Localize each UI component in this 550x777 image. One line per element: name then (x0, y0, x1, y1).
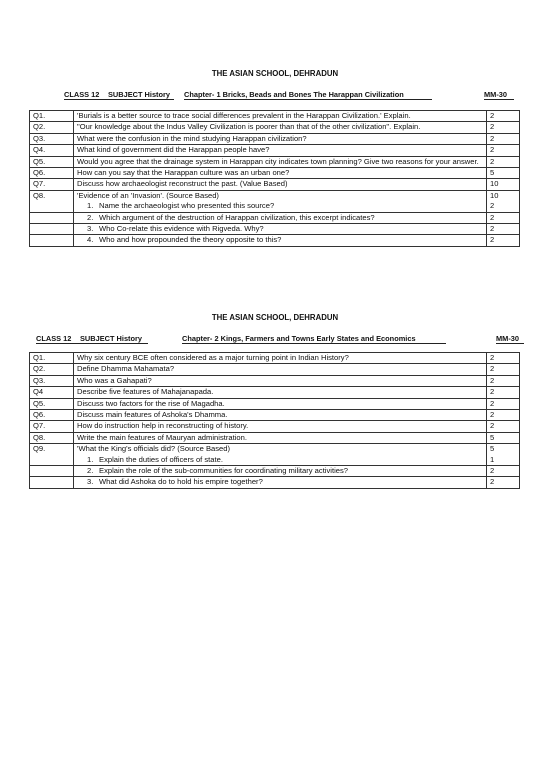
table-cell: 2 (487, 235, 520, 246)
sub-question-row (30, 212, 520, 223)
class-label: CLASS 12 (36, 334, 72, 343)
table-cell: Discuss how archaeologist reconstruct the past. (Value Based) (74, 179, 487, 190)
sub-question-text (77, 224, 483, 234)
table-cell: Q3. (30, 375, 74, 386)
table-cell: Write the main features of Mauryan administration. (74, 432, 487, 443)
table-cell: 1 (487, 455, 520, 466)
table-cell: Q6. (30, 168, 74, 179)
table-cell: Discuss two factors for the rise of Magadha. (74, 398, 487, 409)
table-cell (30, 477, 74, 488)
table-row (30, 444, 520, 455)
sub-question-number: 1. (87, 454, 94, 464)
table-cell (74, 201, 487, 212)
table-row (30, 168, 520, 179)
class-label: CLASS 12 (64, 90, 100, 99)
sub-question-text (77, 235, 483, 245)
table-cell: 5 (487, 168, 520, 179)
table-row (30, 353, 520, 364)
table-cell: 2 (487, 466, 520, 477)
table-cell (74, 235, 487, 246)
sub-question-text: Which argument of the destruction of Harappan civilization, this excerpt indicates? (99, 212, 375, 222)
table-cell: 5 (487, 432, 520, 443)
header-underline (64, 99, 174, 100)
sub-question-number: 2. (87, 466, 94, 476)
question-table (29, 352, 520, 489)
sub-question-row (30, 477, 520, 488)
table-cell: Q8. (30, 432, 74, 443)
table-cell (74, 466, 487, 477)
table-cell: 2 (487, 156, 520, 167)
table-cell: How do instruction help in reconstructing of history. (74, 421, 487, 432)
table-row (30, 122, 520, 133)
table-cell: Q2. (30, 122, 74, 133)
sub-question-row (30, 466, 520, 477)
table-row (30, 133, 520, 144)
table-cell: Q5. (30, 398, 74, 409)
sub-question-text: Who Co-relate this evidence with Rigveda. Why? (99, 224, 264, 234)
table-cell: 2 (487, 111, 520, 122)
table-cell: 10 (487, 190, 520, 201)
table-cell: Describe five features of Mahajanapada. (74, 387, 487, 398)
table-cell (30, 466, 74, 477)
sub-question-text (77, 201, 483, 211)
table-cell (74, 477, 487, 488)
table-cell (74, 455, 487, 466)
table-cell: Q2. (30, 364, 74, 375)
table-cell: What kind of government did the Harappan people have? (74, 145, 487, 156)
table-row (30, 375, 520, 386)
sub-question-text: Explain the role of the sub-communities for coordinating military activities? (99, 466, 349, 476)
school-title: THE ASIAN SCHOOL, DEHRADUN (211, 313, 339, 322)
max-marks-label: MM-30 (484, 90, 507, 99)
table-cell: 10 (487, 179, 520, 190)
table-cell: Q4 (30, 387, 74, 398)
table-cell: 2 (487, 224, 520, 235)
sub-question-text: Who and how propounded the theory opposite to this? (99, 235, 282, 245)
table-cell: "Our knowledge about the Indus Valley Civilization is poorer than that of the other civilization". Explain. (74, 122, 487, 133)
header-underline (182, 343, 446, 344)
table-cell: 2 (487, 398, 520, 409)
subject-label: SUBJECT History (80, 334, 143, 343)
sub-question-number: 3. (87, 224, 94, 234)
table-row (30, 111, 520, 122)
table-cell: 5 (487, 444, 520, 455)
table-row (30, 145, 520, 156)
table-cell: 2 (487, 477, 520, 488)
table-cell: Q1. (30, 353, 74, 364)
chapter-label: Chapter- 1 Bricks, Beads and Bones The Harappan Civilization (184, 90, 404, 99)
table-cell: 2 (487, 133, 520, 144)
sub-question-text: Name the archaeologist who presented this source? (99, 201, 275, 211)
sub-question-text: What did Ashoka do to hold his empire together? (99, 477, 263, 487)
table-row (30, 387, 520, 398)
table-cell: Q7. (30, 179, 74, 190)
table-cell: 2 (487, 375, 520, 386)
table-row (30, 410, 520, 421)
header-underline (184, 99, 432, 100)
table-row (30, 156, 520, 167)
table-cell: 2 (487, 387, 520, 398)
table-cell (30, 224, 74, 235)
sub-question-text (77, 477, 483, 487)
table-cell: Q9. (30, 444, 74, 455)
table-cell: 'Burials is a better source to trace social differences prevalent in the Harappan Civilization.' Explain. (74, 111, 487, 122)
table-cell: Q8. (30, 190, 74, 201)
table-cell: Why six century BCE often considered as a major turning point in Indian History? (74, 353, 487, 364)
table-cell: Q5. (30, 156, 74, 167)
table-cell (30, 235, 74, 246)
table-row (30, 364, 520, 375)
table-cell: 2 (487, 201, 520, 212)
table-cell (30, 455, 74, 466)
sub-question-text (77, 455, 483, 465)
sub-question-text: Explain the duties of officers of state. (99, 454, 223, 464)
table-cell: What were the confusion in the mind studying Harappan civilization? (74, 133, 487, 144)
table-cell: Q3. (30, 133, 74, 144)
table-cell: Who was a Gahapati? (74, 375, 487, 386)
table-cell: 2 (487, 364, 520, 375)
sub-question-row (30, 201, 520, 212)
sub-question-row (30, 455, 520, 466)
table-cell: 2 (487, 122, 520, 133)
header-underline (484, 99, 514, 100)
table-row (30, 421, 520, 432)
sub-question-text (77, 466, 483, 476)
table-cell (30, 212, 74, 223)
table-cell: 'What the King's officials did? (Source Based) (74, 444, 487, 455)
header-underline (496, 343, 524, 344)
table-row (30, 190, 520, 201)
table-cell: 2 (487, 212, 520, 223)
header-underline (36, 343, 148, 344)
table-cell (74, 224, 487, 235)
table-row (30, 432, 520, 443)
question-table (29, 110, 520, 247)
table-row (30, 179, 520, 190)
table-cell (30, 201, 74, 212)
table-cell: Q6. (30, 410, 74, 421)
table-cell: Would you agree that the drainage system in Harappan city indicates town planning? Give two reasons for your answer. (74, 156, 487, 167)
table-cell: Define Dhamma Mahamata? (74, 364, 487, 375)
table-cell: Q4. (30, 145, 74, 156)
table-cell: Q7. (30, 421, 74, 432)
table-cell: 2 (487, 410, 520, 421)
sub-question-number: 1. (87, 201, 94, 211)
table-cell: 2 (487, 145, 520, 156)
table-cell: How can you say that the Harappan culture was an urban one? (74, 168, 487, 179)
sub-question-row (30, 235, 520, 246)
subject-label: SUBJECT History (108, 90, 171, 99)
table-cell: Q1. (30, 111, 74, 122)
chapter-label: Chapter- 2 Kings, Farmers and Towns Early States and Economics (182, 334, 416, 343)
sub-question-text (77, 213, 483, 223)
school-title: THE ASIAN SCHOOL, DEHRADUN (211, 69, 339, 78)
table-cell: 2 (487, 353, 520, 364)
sub-question-number: 4. (87, 235, 94, 245)
table-cell: Discuss main features of Ashoka's Dhamma. (74, 410, 487, 421)
sub-question-number: 2. (87, 212, 94, 222)
table-cell: 'Evidence of an 'Invasion'. (Source Based) (74, 190, 487, 201)
sub-question-row (30, 224, 520, 235)
sub-question-number: 3. (87, 477, 94, 487)
table-cell: 2 (487, 421, 520, 432)
max-marks-label: MM-30 (496, 334, 519, 343)
table-cell (74, 212, 487, 223)
table-row (30, 398, 520, 409)
